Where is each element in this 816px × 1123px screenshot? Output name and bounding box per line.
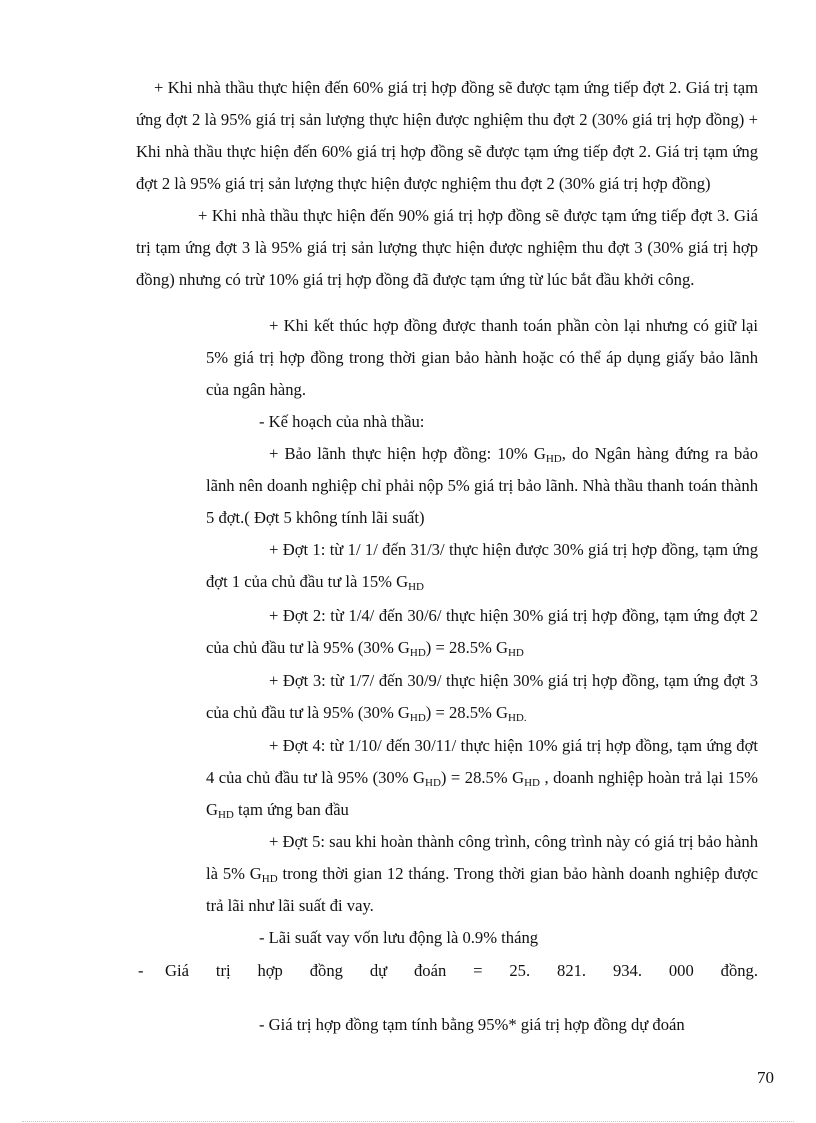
subscript: HD — [409, 647, 426, 659]
text-segment: ) = 28.5% G — [425, 638, 508, 657]
paragraph-performance-guarantee — [206, 438, 758, 534]
subscript: HD — [507, 647, 524, 659]
text-segment: tạm ứng ban đầu — [233, 800, 349, 819]
text-segment: ) = 28.5% G — [440, 768, 525, 787]
subscript: HD — [524, 777, 540, 789]
text-segment: + Đợt 1: từ 1/ 1/ đến 31/3/ thực hiện được 30% giá trị hợp đồng, tạm ứng đợt 1 của chủ đầu tư là 15% G — [206, 540, 758, 591]
subscript: HD — [409, 712, 426, 724]
paragraph-advance-stage-2: + Khi nhà thầu thực hiện đến 60% giá trị hợp đồng sẽ được tạm ứng tiếp đợt 2. Giá trị tạm ứng đợt 2 là 95% giá trị sản lượng thực hiện được nghiệm thu đợt 2 (30% giá trị hợp đồng) + Khi nhà thầu thực hiện đến 60% giá trị hợp đồng sẽ được tạm ứng tiếp đợt 2. Giá trị tạm ứng đợt 2 là 95% giá trị sản lượng thực hiện được nghiệm thu đợt 2 (30% giá trị hợp đồng) — [136, 78, 758, 193]
paragraph-estimated-contract-value: Giá trị hợp đồng dự đoán = 25. 821. 934. 000 đồng. — [165, 961, 758, 980]
bullet-dash: - — [138, 961, 144, 980]
paragraph-stage-4 — [206, 730, 758, 826]
text-segment: + Đợt 4: từ 1/10/ đến 30/11/ thực hiện 10% giá trị hợp đồng, tạm ứng đợt 4 của chủ đầu tư là 95% (30% G — [206, 736, 758, 787]
subscript: HD. — [507, 712, 527, 724]
paragraph-stage-5 — [206, 826, 758, 922]
paragraph-stage-2 — [206, 600, 758, 664]
text-segment: , do Ngân hàng đứng ra bảo lãnh nên doanh nghiệp chỉ phải nộp 5% giá trị bảo lãnh. Nhà thầu thanh toán thành 5 đợt.( Đợt 5 không tính lãi suất) — [206, 444, 758, 527]
subscript: HD — [408, 581, 424, 593]
subscript: HD — [261, 873, 278, 885]
footer-divider — [22, 1121, 794, 1122]
text-segment: ) = 28.5% G — [425, 703, 508, 722]
heading-contractor-plan: - Kế hoạch của nhà thầu: — [259, 412, 425, 431]
subscript: HD — [545, 453, 562, 465]
subscript: HD — [425, 777, 441, 789]
paragraph-contract-completion: + Khi kết thúc hợp đồng được thanh toán phần còn lại nhưng có giữ lại 5% giá trị hợp đồng trong thời gian bảo hành hoặc có thể áp dụng giấy bảo lãnh của ngân hàng. — [206, 316, 758, 399]
text-segment: trong thời gian 12 tháng. Trong thời gian bảo hành doanh nghiệp được trả lãi như lãi suất đi vay. — [206, 864, 758, 915]
subscript: HD — [217, 809, 234, 821]
text-segment: + Đợt 3: từ 1/7/ đến 30/9/ thực hiện 30% giá trị hợp đồng, tạm ứng đợt 3 của chủ đầu tư là 95% (30% G — [206, 671, 758, 722]
text-segment: , doanh nghiệp hoàn trả lại 15% G — [206, 768, 758, 819]
paragraph-provisional-contract-value: - Giá trị hợp đồng tạm tính bằng 95%* giá trị hợp đồng dự đoán — [259, 1015, 685, 1034]
page-number: 70 — [757, 1068, 774, 1087]
text-segment: + Đợt 5: sau khi hoàn thành công trình, công trình này có giá trị bảo hành là 5% G — [206, 832, 758, 883]
paragraph-advance-stage-3: + Khi nhà thầu thực hiện đến 90% giá trị hợp đồng sẽ được tạm ứng tiếp đợt 3. Giá trị tạm ứng đợt 3 là 95% giá trị sản lượng thực hiện được nghiệm thu đợt 3 (30% giá trị hợp đồng) nhưng có trừ 10% giá trị hợp đồng đã được tạm ứng từ lúc bắt đầu khởi công. — [136, 206, 758, 289]
paragraph-stage-3 — [206, 665, 758, 729]
text-segment: + Bảo lãnh thực hiện hợp đồng: 10% G — [269, 444, 546, 463]
text-segment: + Đợt 2: từ 1/4/ đến 30/6/ thực hiện 30% giá trị hợp đồng, tạm ứng đợt 2 của chủ đầu tư là 95% (30% G — [206, 606, 758, 657]
paragraph-stage-1 — [206, 534, 758, 598]
paragraph-interest-rate: - Lãi suất vay vốn lưu động là 0.9% tháng — [259, 928, 539, 947]
